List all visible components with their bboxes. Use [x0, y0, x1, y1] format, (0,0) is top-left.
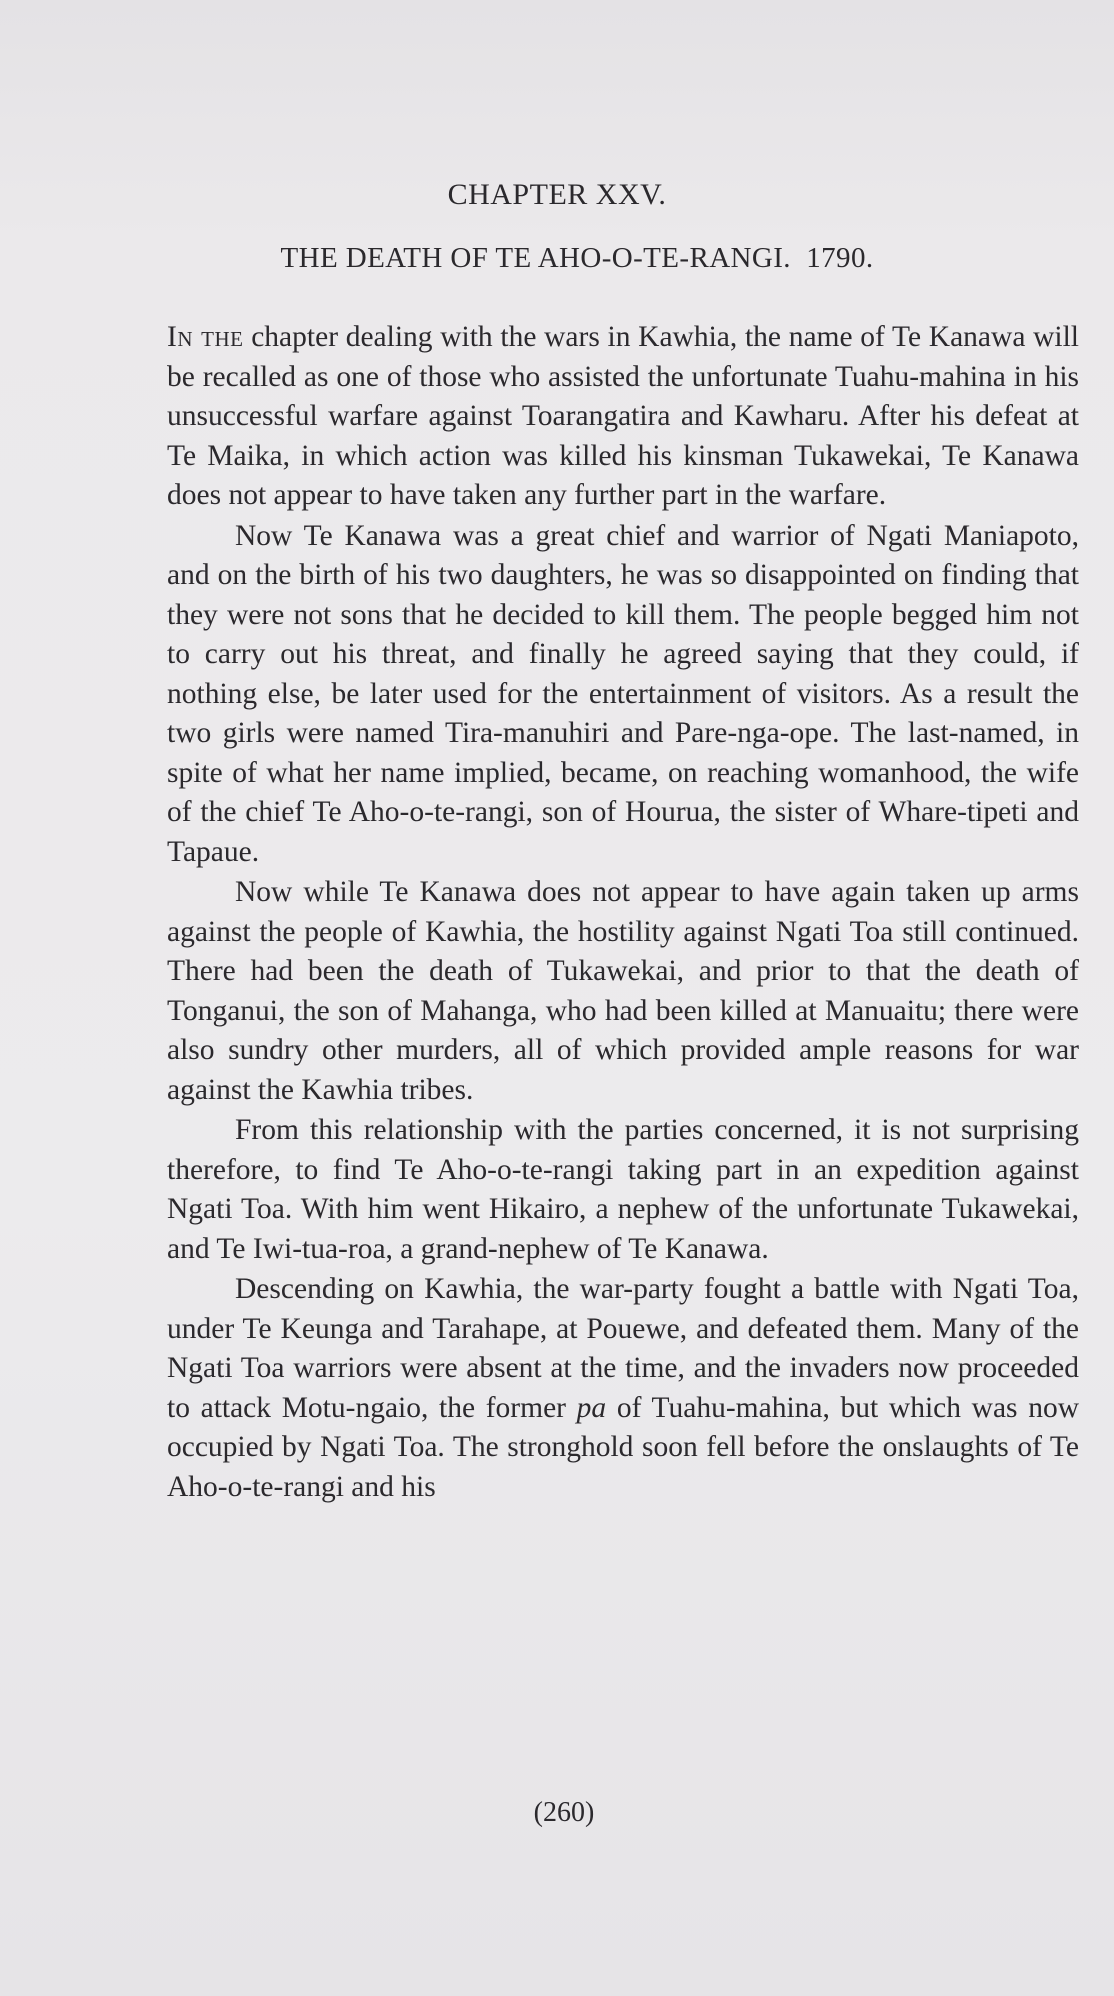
paragraph-lead-words: In the — [167, 321, 244, 353]
paragraph-3: Now while Te Kanawa does not appear to have again taken up arms against the people of Kawhia, the hostility against Ngati Toa still continued. There had been the death of Tukawekai, and prior to that the death of Tonganui, the son of Mahanga, who had been killed at Manuaitu; there were also sundry other murders, all of which provided ample reasons for war against the Kawhia tribes. — [167, 876, 1079, 1106]
pa-italic: pa — [576, 1391, 607, 1424]
paragraph-1-text: chapter dealing with the wars in Kawhia, the name of Te Kanawa will be recalled as one of those who assisted the unfortunate Tuahu-mahina in his unsuccessful warfare against Toarangatira and Kawharu. After his defeat at Te Maika, in which action was killed his kinsman Tukawekai, Te Kanawa does not appear to have taken any further part in the warfare. — [167, 321, 1079, 511]
body-text — [167, 318, 1079, 1508]
chapter-title: THE DEATH OF TE AHO-O-TE-RANGI. 1790. — [280, 242, 874, 274]
paragraph-2: Now Te Kanawa was a great chief and warrior of Ngati Maniapoto, and on the birth of his two daughters, he was so disappointed on finding that they were not sons that he decided to kill them. The people begged him not to carry out his threat, and finally he agreed saying that they could, if nothing else, be later used for the entertainment of visitors. As a result the two girls were named Tira-manuhiri and Pare-nga-ope. The last-named, in spite of what her name implied, became, on reaching womanhood, the wife of the chief Te Aho-o-te-rangi, son of Hourua, the sister of Whare-tipeti and Tapaue. — [167, 519, 1079, 868]
page-number: (260) — [533, 1797, 595, 1828]
paragraph-1 — [167, 318, 1079, 516]
paragraph-4: From this relationship with the parties concerned, it is not surprising therefore, to find Te Aho-o-te-rangi taking part in an expedition against Ngati Toa. With him went Hikairo, a nephew of the unfortunate Tukawekai, and Te Iwi-tua-roa, a grand-nephew of Te Kanawa. — [167, 1114, 1079, 1265]
chapter-heading: CHAPTER XXV. — [447, 178, 667, 211]
paragraph-5-text-b: of Tuahu-mahina, but which was now occupied by Ngati Toa. The stronghold soon fell before the onslaughts of Te Aho-o-te-rangi and his — [167, 1391, 1079, 1503]
paragraph-5-text-a: Descending on Kawhia, the war-party fought a battle with Ngati Toa, under Te Keunga and Tarahape, at Pouewe, and defeated them. Many of the Ngati Toa warriors were absent at the time, and the invaders now proceeded to attack Motu-ngaio, the former — [167, 1273, 1079, 1424]
paragraph-5 — [167, 1270, 1079, 1507]
